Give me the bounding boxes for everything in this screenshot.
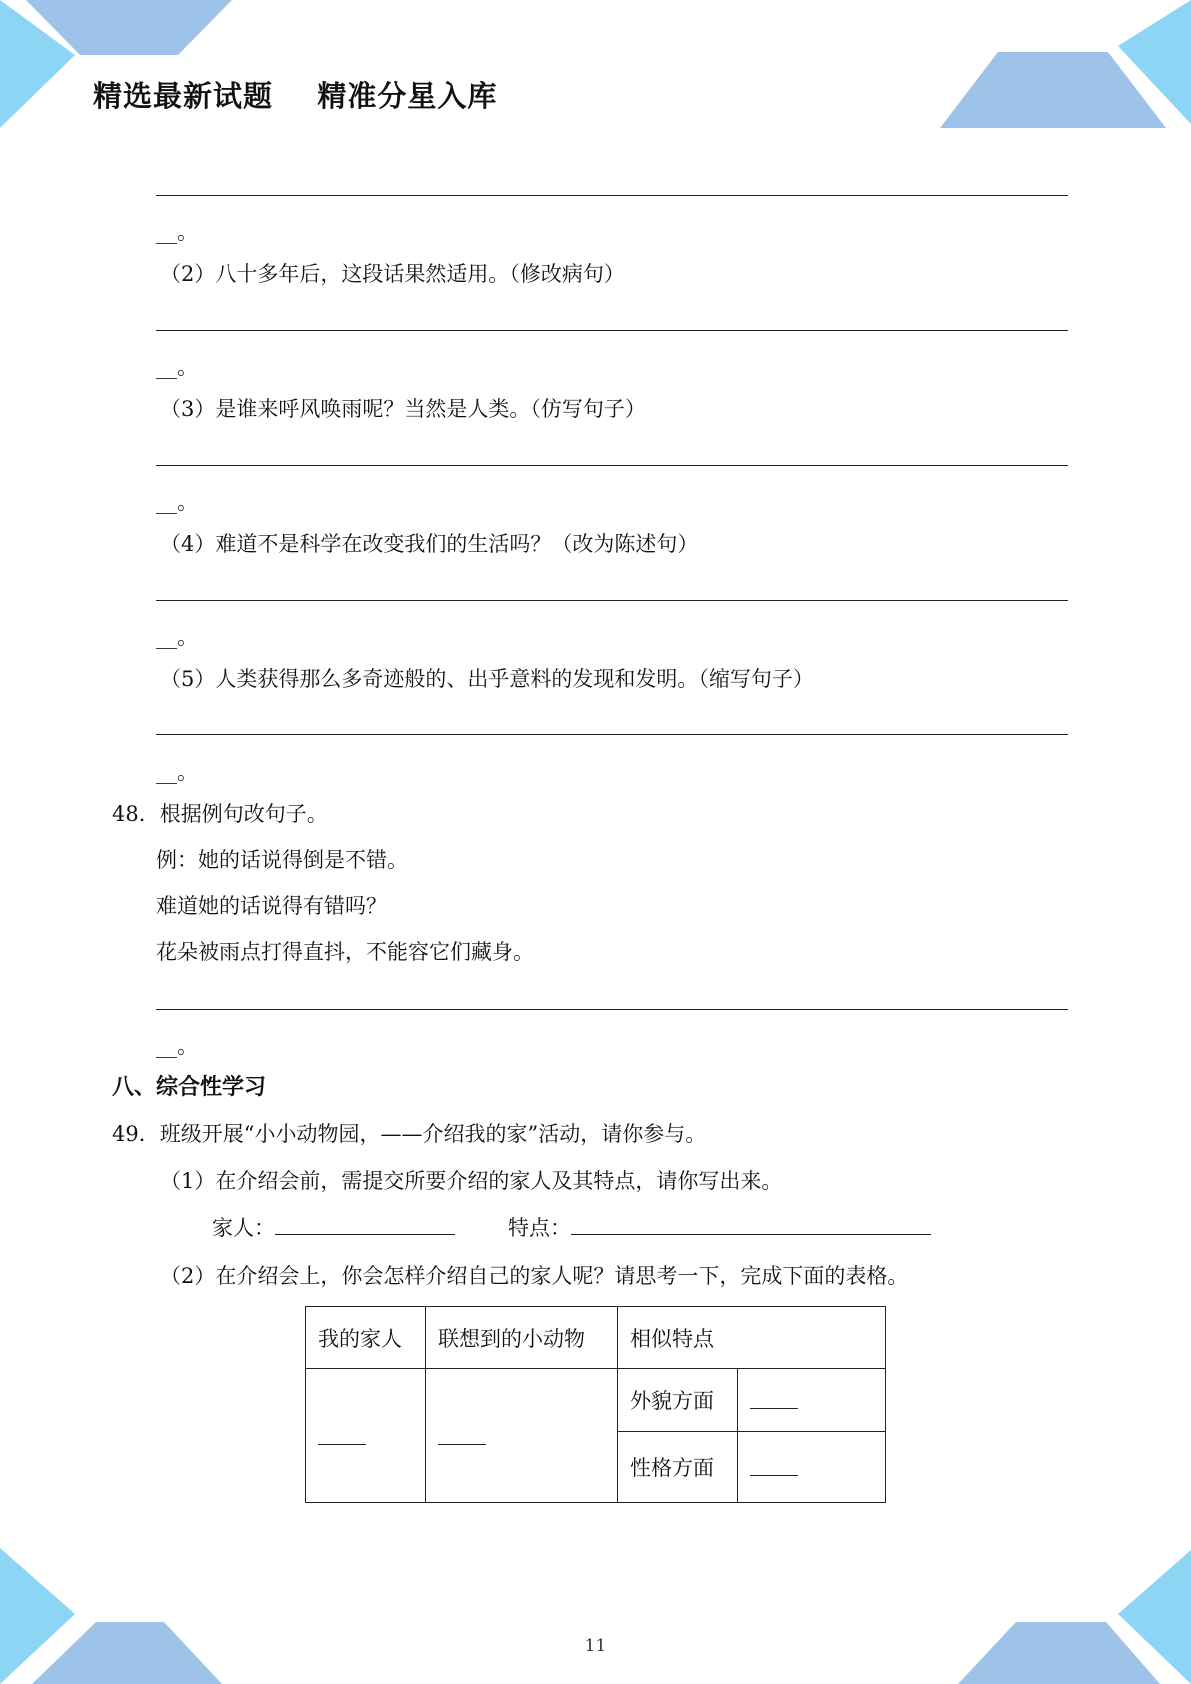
answer-line [156,600,1068,601]
answer-line [156,195,1068,196]
top-right-trapezoid [940,52,1166,128]
q47-item-4: （4）难道不是科学在改变我们的生活吗？（改为陈述句） [160,532,699,556]
q47-item-3: （3）是谁来呼风唤雨呢？当然是人类。（仿写句子） [160,397,646,421]
answer-line [156,465,1068,466]
q49-part-2: （2）在介绍会上，你会怎样介绍自己的家人呢？请思考一下，完成下面的表格。 [160,1264,909,1288]
answer-blank[interactable] [438,1422,486,1445]
appearance-cell[interactable] [738,1369,886,1432]
table-header-cell: 相似特点 [618,1307,886,1369]
row-label-cell: 外貌方面 [618,1369,738,1432]
answer-end: __。 [156,1034,198,1058]
family-table [305,1306,886,1503]
q48-example-transformed: 难道她的话说得有错吗？ [156,894,387,918]
personality-cell[interactable] [738,1432,886,1503]
answer-end: __。 [156,760,198,784]
answer-line [156,1009,1068,1010]
q49-part-1: （1）在介绍会前，需提交所要介绍的家人及其特点，请你写出来。 [160,1169,783,1193]
table-row [306,1369,886,1432]
answer-blank[interactable] [318,1422,366,1445]
feature-label: 特点： [508,1216,571,1240]
q48-example: 例：她的话说得倒是不错。 [156,848,408,872]
row-label-cell: 性格方面 [618,1432,738,1503]
q49-title: 49．班级开展“小小动物园，——介绍我的家”活动，请你参与。 [112,1122,707,1146]
section-heading: 八、综合性学习 [112,1075,267,1100]
family-field [212,1214,455,1242]
family-member-cell[interactable] [306,1369,426,1503]
answer-line [156,330,1068,331]
answer-blank[interactable] [750,1453,798,1476]
answer-end: __。 [156,490,198,514]
answer-end: __。 [156,355,198,379]
answer-end: __。 [156,220,198,244]
q48-sentence: 花朵被雨点打得直抖，不能容它们藏身。 [156,940,534,964]
answer-end: __。 [156,625,198,649]
header-title: 精选最新试题 精准分星入库 [93,79,498,113]
feature-field [508,1214,931,1242]
page-number: 11 [584,1636,607,1656]
feature-blank[interactable] [571,1214,931,1235]
q48-title: 48．根据例句改句子。 [112,802,328,826]
answer-line [156,734,1068,735]
table-header-row [306,1307,886,1369]
answer-blank[interactable] [750,1386,798,1409]
table-header-cell: 我的家人 [306,1307,426,1369]
q47-item-5: （5）人类获得那么多奇迹般的、出乎意料的发现和发明。（缩写句子） [160,667,814,691]
q47-item-2: （2）八十多年后，这段话果然适用。（修改病句） [160,262,625,286]
animal-cell[interactable] [426,1369,618,1503]
family-label: 家人： [212,1216,275,1240]
table-header-cell: 联想到的小动物 [426,1307,618,1369]
family-blank[interactable] [275,1214,455,1235]
